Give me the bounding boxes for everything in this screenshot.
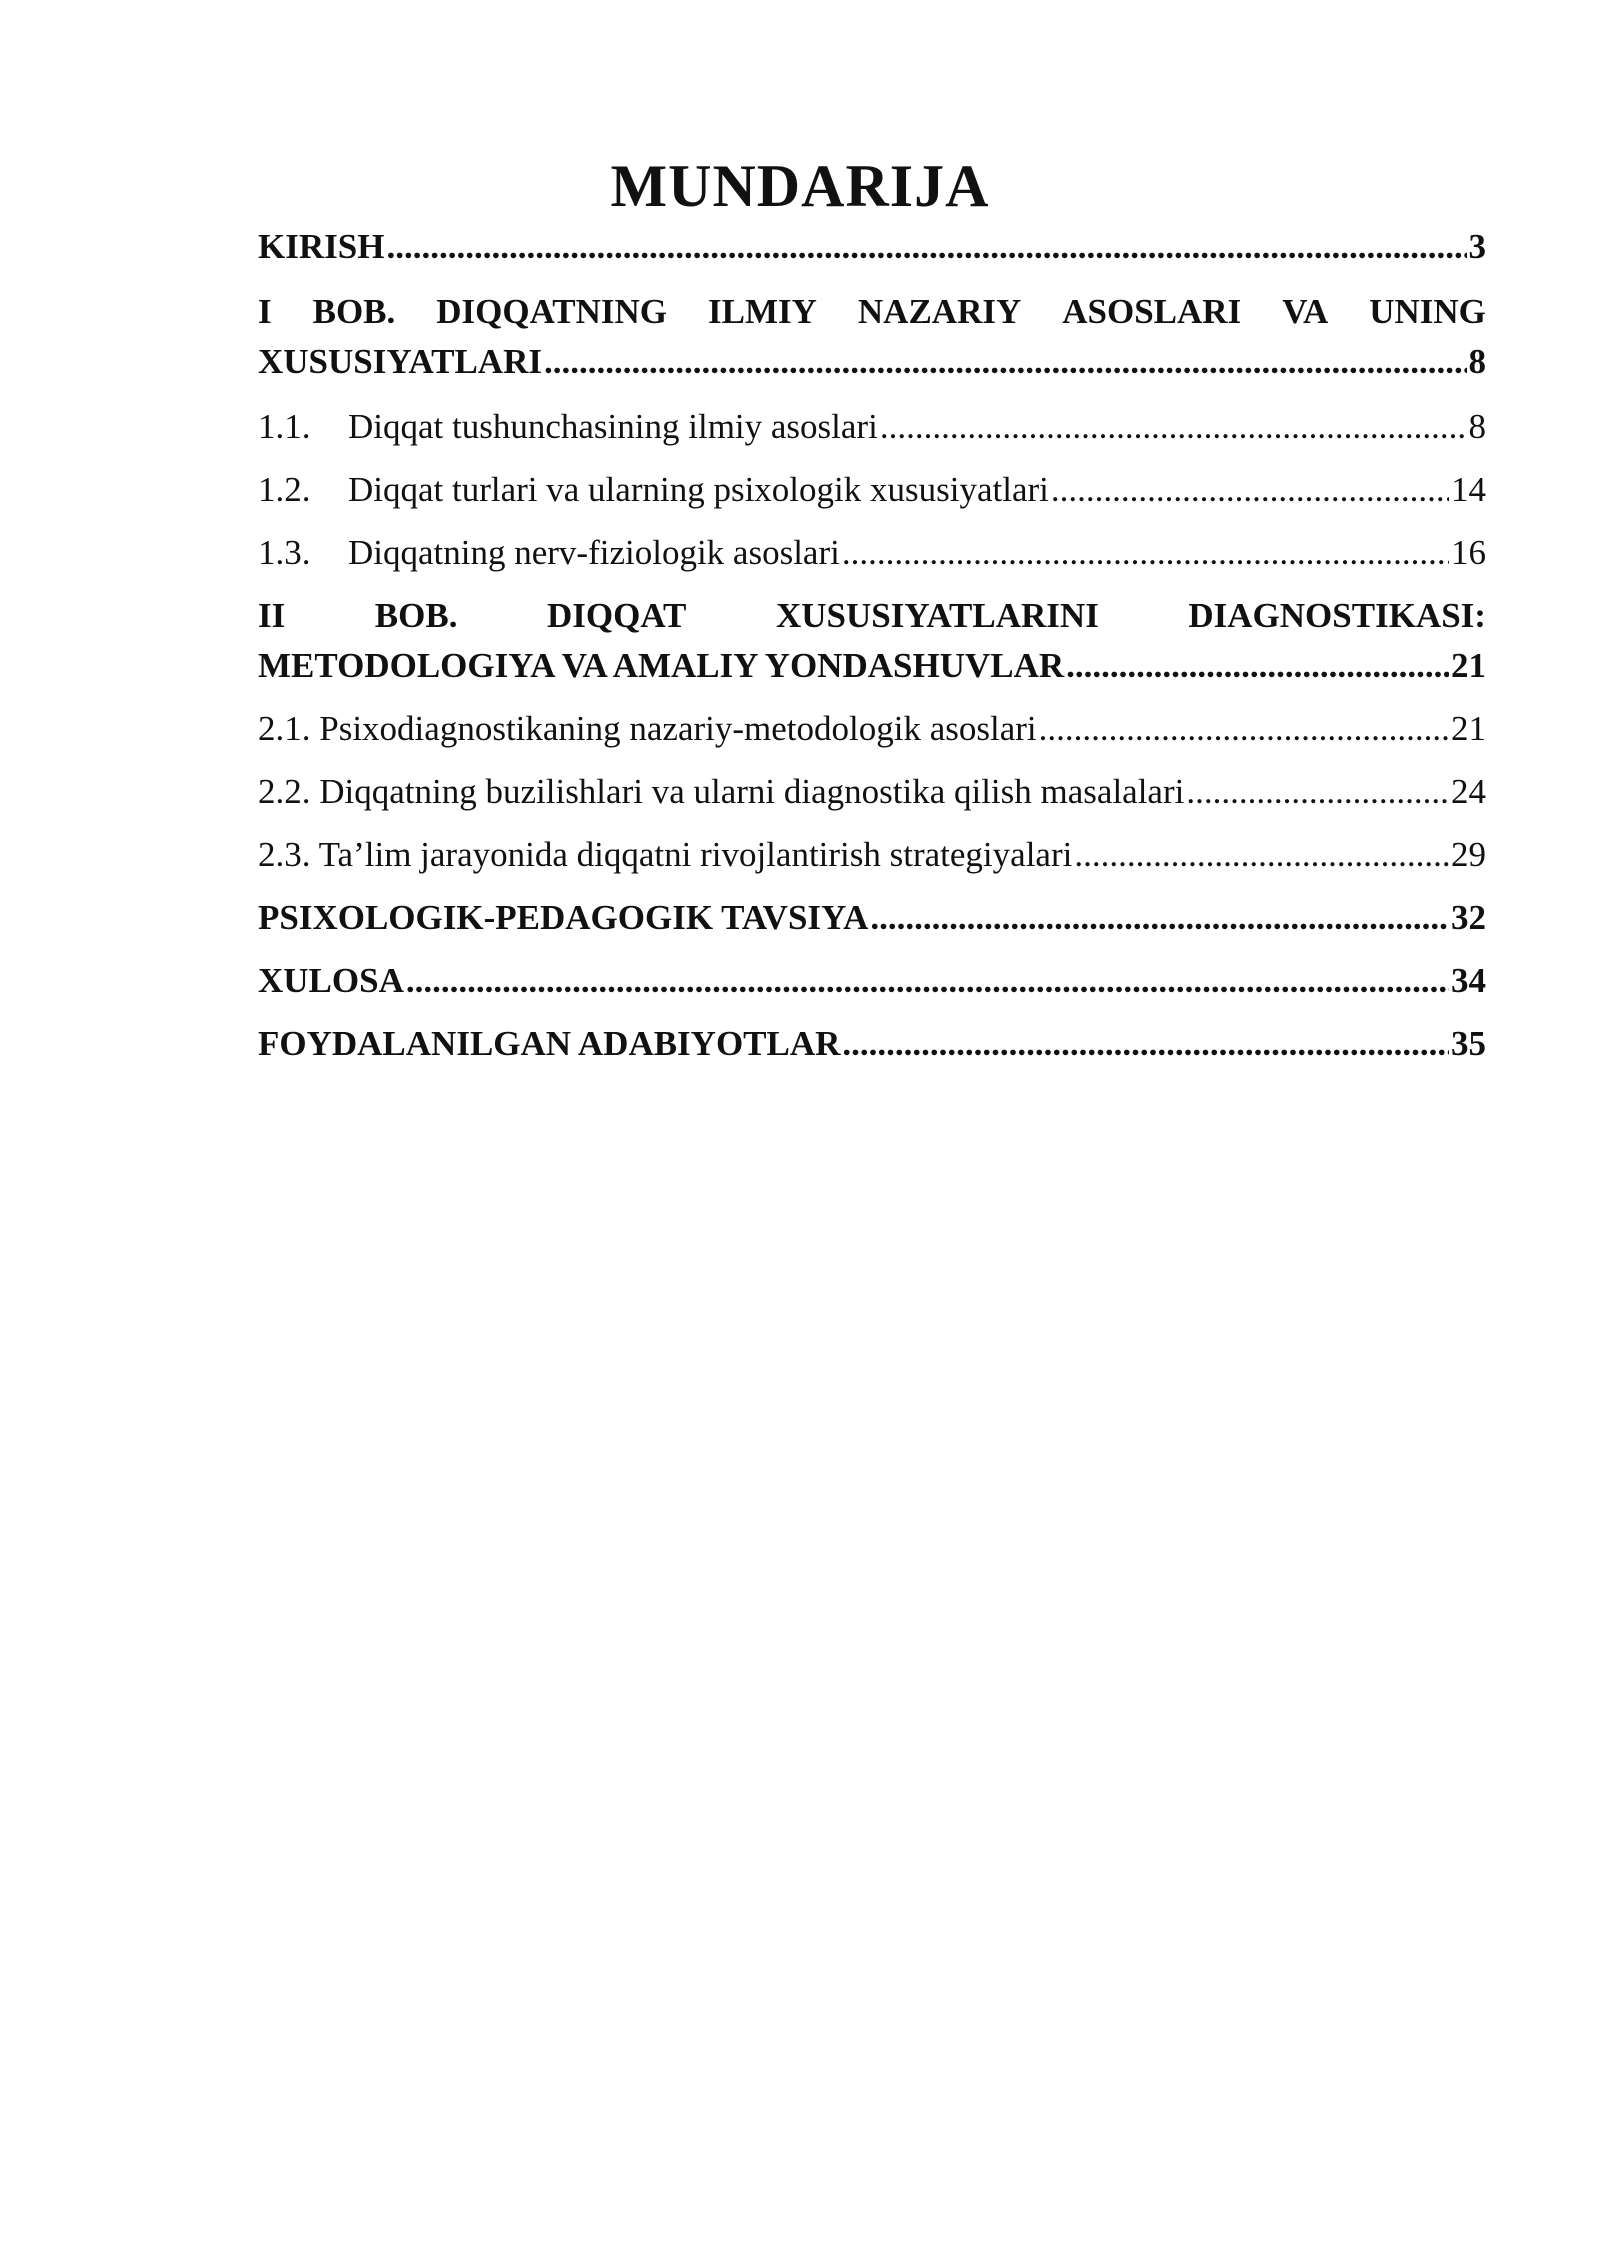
toc-entry-page: 24 <box>1451 772 1486 811</box>
toc-entry-label: KIRISH <box>258 227 385 266</box>
toc-entry-page: 3 <box>1468 227 1486 266</box>
dot-leader <box>1066 641 1449 691</box>
toc-word: DIAGNOSTIKASI: <box>1188 596 1486 635</box>
toc-entry-1-1[interactable] <box>258 402 1486 452</box>
toc-word: NAZARIY <box>857 292 1022 331</box>
toc-entry-chapter-1[interactable] <box>258 287 1486 387</box>
toc-word: II <box>258 596 286 635</box>
toc-entry-page: 32 <box>1451 898 1486 937</box>
toc-entry-2-1[interactable] <box>258 704 1486 754</box>
toc-entry-page: 29 <box>1451 835 1486 874</box>
dot-leader <box>544 337 1467 387</box>
toc-entry-page: 8 <box>1468 342 1486 381</box>
toc-entry-label: 2.1. Psixodiagnostikaning nazariy-metodologik asoslari <box>258 709 1037 748</box>
toc-word: BOB. <box>312 292 396 331</box>
toc-entry-kirish[interactable] <box>258 222 1486 272</box>
toc-entry-chapter-2[interactable] <box>258 591 1486 691</box>
toc-entry-label: PSIXOLOGIK-PEDAGOGIK TAVSIYA <box>258 898 869 937</box>
toc-entry-text <box>258 465 1049 515</box>
toc-entry-page: 34 <box>1451 961 1486 1000</box>
dot-leader <box>1186 767 1449 817</box>
toc-entry-2-2[interactable] <box>258 767 1486 817</box>
toc-entry-label: Diqqat tushunchasining ilmiy asoslari <box>348 407 878 446</box>
toc-entry-tavsiya[interactable] <box>258 893 1486 943</box>
toc-word: ASOSLARI <box>1062 292 1242 331</box>
toc-entry-2-3[interactable] <box>258 830 1486 880</box>
toc-entry-label-line1 <box>258 287 1486 337</box>
toc-word: BOB. <box>374 596 458 635</box>
toc-entry-1-3[interactable] <box>258 528 1486 578</box>
toc-entry-page: 14 <box>1451 470 1486 509</box>
toc-entry-label: 2.2. Diqqatning buzilishlari va ularni diagnostika qilish masalalari <box>258 772 1185 811</box>
dot-leader <box>842 528 1449 578</box>
toc-word: DIQQATNING <box>436 292 668 331</box>
dot-leader <box>386 222 1466 272</box>
toc-word: I <box>258 292 272 331</box>
toc-entry-text <box>258 528 840 578</box>
toc-word: UNING <box>1369 292 1486 331</box>
dot-leader <box>870 893 1449 943</box>
toc-entry-label: Diqqatning nerv-fiziologik asoslari <box>348 533 840 572</box>
toc-entry-page: 16 <box>1451 533 1486 572</box>
toc-word: VA <box>1282 292 1329 331</box>
toc-entry-page: 21 <box>1451 646 1486 685</box>
toc-entry-number: 1.3. <box>258 533 311 572</box>
toc-entry-page: 21 <box>1451 709 1486 748</box>
toc-entry-label: XULOSA <box>258 961 404 1000</box>
toc-entry-page: 8 <box>1468 407 1486 446</box>
toc-entry-label: METODOLOGIYA VA AMALIY YONDASHUVLAR <box>258 646 1065 685</box>
toc-entry-1-2[interactable] <box>258 465 1486 515</box>
toc-entry-text <box>258 402 878 452</box>
toc-entry-label: Diqqat turlari va ularning psixologik xususiyatlari <box>348 470 1049 509</box>
toc-word: DIQQAT <box>547 596 687 635</box>
toc-entry-adabiyotlar[interactable] <box>258 1019 1486 1069</box>
dot-leader <box>880 402 1467 452</box>
toc-entry-label: XUSUSIYATLARI <box>258 342 542 381</box>
toc-entry-page: 35 <box>1451 1024 1486 1063</box>
toc-entry-label: FOYDALANILGAN ADABIYOTLAR <box>258 1024 841 1063</box>
toc-word: ILMIY <box>708 292 817 331</box>
page-title: MUNDARIJA <box>610 153 990 219</box>
toc-entry-label-line1 <box>258 591 1486 641</box>
dot-leader <box>406 956 1449 1006</box>
dot-leader <box>1039 704 1449 754</box>
toc-entry-number: 1.1. <box>258 407 311 446</box>
toc-word: XUSUSIYATLARINI <box>775 596 1099 635</box>
toc-entry-xulosa[interactable] <box>258 956 1486 1006</box>
toc-entry-label: 2.3. Ta’lim jarayonida diqqatni rivojlantirish strategiyalari <box>258 835 1073 874</box>
toc-entry-number: 1.2. <box>258 470 311 509</box>
dot-leader <box>1074 830 1449 880</box>
dot-leader <box>842 1019 1449 1069</box>
dot-leader <box>1051 465 1449 515</box>
